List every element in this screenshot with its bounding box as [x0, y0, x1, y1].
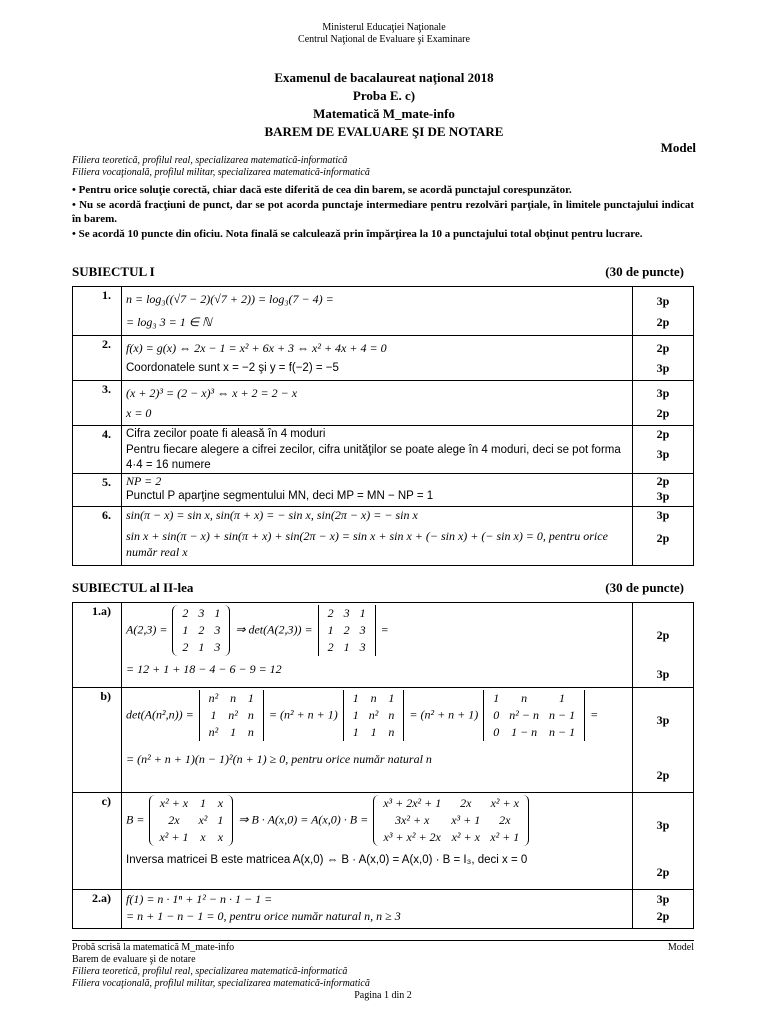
ministry: Ministerul Educaţiei Naţionale: [322, 22, 446, 33]
subiect2-points: (30 de puncte): [605, 580, 684, 595]
subiect2-title: SUBIECTUL al II-lea: [72, 580, 194, 595]
footer-line: Barem de evaluare şi de notare: [72, 954, 196, 965]
solution-line: Pentru fiecare alegere a cifrei zecilor, cifra unităţilor se poate alege în 4 moduri, deci se pot forma 4·4 = 16 numere: [126, 444, 621, 471]
item-number: c): [73, 793, 122, 890]
determinant: 1 n 1 0 n² − n n − 1 0 1 − n n − 1: [483, 690, 585, 741]
model-label: Model: [660, 140, 696, 155]
formula-text: = (n² + n + 1): [409, 707, 479, 722]
points: 3p: [656, 818, 670, 832]
item-number: 2.a): [73, 890, 122, 929]
item-number: b): [73, 688, 122, 793]
solution-line: n = log₃((√7 − 2)(√7 + 2)) = log₃(7 − 4) =: [126, 292, 334, 306]
evaluation-center: Centrul Naţional de Evaluare şi Examinare: [298, 34, 470, 45]
subject-name: Matematică M_mate-info: [313, 106, 455, 121]
rule: • Se acordă 10 puncte din oficiu. Nota finală se calculează prin împărţirea la 10 a punctajului total obţinut pentru lucrare.: [72, 228, 643, 240]
points: 3p: [656, 386, 670, 400]
points: 2p: [656, 628, 670, 642]
solution-line: sin x + sin(π − x) + sin(π + x) + sin(2π − x) = sin x + sin x + (− sin x) + (− sin x) = 0, pentru orice număr real x: [126, 529, 608, 559]
formula-text: ⇒ det(A(2,3)) =: [235, 622, 313, 637]
points: 2p: [656, 474, 670, 488]
solution-line: = n + 1 − n − 1 = 0, pentru orice număr natural n, n ≥ 3: [126, 909, 401, 923]
solution-line: det(A(n²,n)) = n² n 1 1 n² n n² 1 n = (n² + n + 1) 1 n 1 1 n² n 1 1 n = (n² + n + 1) 1 n 1 0 n² − n n − 1 0 1 − n n − 1 =: [126, 691, 599, 739]
item-number: 2.: [73, 336, 122, 381]
filiera-block: [72, 155, 692, 179]
solution-line: = 12 + 1 + 18 − 4 − 6 − 9 = 12: [126, 662, 282, 676]
table-row: [73, 603, 694, 688]
item-number: 3.: [73, 381, 122, 426]
determinant: 2 3 1 1 2 3 2 1 3: [318, 605, 376, 656]
table-row: [73, 381, 694, 426]
table-row: [73, 287, 694, 336]
solution-line: x = 0: [126, 406, 152, 420]
matrix: x³ + 2x² + 1 2x x² + x 3x² + x x³ + 1 2x x³ + x² + 2x x² + x x² + 1: [373, 795, 529, 846]
points: 3p: [656, 489, 670, 503]
solution-line: NP = 2: [126, 474, 162, 488]
solution-line: Inversa matricei B este matricea A(x,0) ⇔ B · A(x,0) = A(x,0) · B = I₃, deci x = 0: [126, 854, 528, 866]
barem-title: BAREM DE EVALUARE ŞI DE NOTARE: [264, 124, 504, 139]
table-row: [73, 507, 694, 566]
grading-rules: [72, 183, 694, 242]
footer-line: Filiera vocaţională, profilul militar, specializarea matematică-informatică: [72, 978, 370, 989]
item-number: 1.a): [73, 603, 122, 688]
subiect1-heading: [72, 264, 694, 280]
table-row: [73, 426, 694, 474]
points: 3p: [656, 361, 670, 375]
formula-text: det(A(n²,n)) =: [126, 707, 194, 722]
table-row: [73, 474, 694, 507]
filiera-line: Filiera vocaţională, profilul militar, specializarea matematică-informatică: [72, 167, 370, 178]
points: 3p: [656, 294, 670, 308]
points: 2p: [656, 768, 670, 782]
solution-line: Coordonatele sunt x = −2 şi y = f(−2) = −5: [126, 362, 339, 374]
table-row: [73, 688, 694, 793]
points: 2p: [656, 406, 670, 420]
matrix: 2 3 1 1 2 3 2 1 3: [172, 605, 230, 656]
points: 2p: [656, 865, 670, 879]
points: 3p: [656, 508, 670, 522]
points: 2p: [656, 341, 670, 355]
rule: • Nu se acordă fracţiuni de punct, dar se pot acorda punctaje intermediare pentru rezolvări parţiale, în limitele punctajului indicat în barem.: [72, 199, 694, 225]
page-number: Pagina 1 din 2: [354, 990, 412, 1001]
formula-text: = (n² + n + 1): [268, 707, 338, 722]
matrix: x² + x 1 x 2x x² 1 x² + 1 x x: [149, 795, 233, 846]
subiect1-points: (30 de puncte): [605, 264, 684, 279]
footer-line: Filiera teoretică, profilul real, specializarea matematică-informatică: [72, 966, 348, 977]
table-row: [73, 793, 694, 890]
solution-line: A(2,3) = 2 3 1 1 2 3 2 1 3 ⇒ det(A(2,3)) = 2 3 1 1 2 3 2 1 3 =: [126, 606, 389, 654]
solution-line: Punctul P aparţine segmentului MN, deci MP = MN − NP = 1: [126, 490, 434, 502]
solution-line: f(x) = g(x) ⇔ 2x − 1 = x² + 6x + 3 ⇔ x² + 4x + 4 = 0: [126, 341, 387, 355]
solution-line: f(1) = n · 1ⁿ + 1² − n · 1 − 1 =: [126, 892, 273, 906]
formula-text: B =: [126, 812, 145, 827]
points: 3p: [656, 713, 670, 727]
item-number: 4.: [73, 426, 122, 474]
solution-line: sin(π − x) = sin x, sin(π + x) = − sin x, sin(2π − x) = − sin x: [126, 508, 418, 522]
points: 2p: [656, 427, 670, 441]
points: 2p: [656, 531, 670, 545]
subiect1-table: [72, 286, 694, 566]
page-footer: [72, 940, 694, 1002]
exam-title: Examenul de bacalaureat naţional 2018: [274, 70, 494, 85]
solution-line: = log₃ 3 = 1 ∈ ℕ: [126, 315, 212, 329]
table-row: [73, 890, 694, 929]
solution-line: (x + 2)³ = (2 − x)³ ⇔ x + 2 = 2 − x: [126, 386, 298, 400]
solution-line: [126, 793, 628, 846]
footer-line: Probă scrisă la matematică M_mate-info: [72, 942, 235, 953]
solution-line: Cifra zecilor poate fi aleasă în 4 moduri: [126, 428, 326, 440]
table-row: [73, 336, 694, 381]
determinant: n² n 1 1 n² n n² 1 n: [199, 690, 264, 741]
formula-text: A(2,3) =: [126, 622, 168, 637]
formula-text: ⇒ B · A(x,0) = A(x,0) · B =: [238, 812, 369, 827]
item-number: 5.: [73, 474, 122, 507]
header-block: [0, 22, 768, 46]
item-number: 6.: [73, 507, 122, 566]
points: 3p: [656, 447, 670, 461]
subiect2-heading: [72, 580, 694, 596]
item-number: 1.: [73, 287, 122, 336]
rule: • Pentru orice soluţie corectă, chiar dacă este diferită de cea din barem, se acordă punctajul corespunzător.: [72, 184, 572, 196]
points: 3p: [656, 892, 670, 906]
points: 3p: [656, 667, 670, 681]
subiect2-table: [72, 602, 694, 929]
solution-line: = (n² + n + 1)(n − 1)²(n + 1) ≥ 0, pentru orice număr natural n: [126, 752, 432, 766]
subiect1-title: SUBIECTUL I: [72, 264, 155, 279]
points: 2p: [656, 909, 670, 923]
footer-model: Model: [667, 942, 694, 953]
points: 2p: [656, 315, 670, 329]
filiera-line: Filiera teoretică, profilul real, specializarea matematică-informatică: [72, 155, 348, 166]
proba: Proba E. c): [352, 88, 416, 103]
determinant: 1 n 1 1 n² n 1 1 n: [343, 690, 405, 741]
